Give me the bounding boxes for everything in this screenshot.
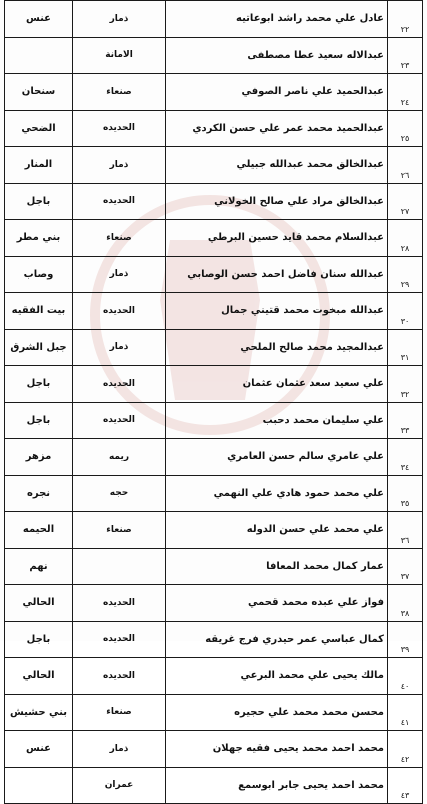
district: مزهر [5,439,73,476]
district: جبل الشرق [5,329,73,366]
row-number: ٢٤ [388,74,423,111]
row-number: ٣٦ [388,512,423,549]
row-number: ٢٢ [388,1,423,38]
full-name: محمد احمد محمد يحيى فقيه جهلان [166,731,388,768]
district: نهم [5,548,73,585]
governorate: الحديده [73,402,166,439]
table-row [5,220,423,257]
governorate: الحديده [73,293,166,330]
row-number: ٢٩ [388,256,423,293]
full-name: عبدالسلام محمد قايد حسين البرطي [166,220,388,257]
row-number: ٣٧ [388,548,423,585]
table-row [5,74,423,111]
full-name: عبدالخالق محمد عبدالله جبيلي [166,147,388,184]
table-row [5,512,423,549]
table-row [5,329,423,366]
governorate: صنعاء [73,74,166,111]
full-name: عبدالله مبخوت محمد قتيني جمال [166,293,388,330]
governorate: ذمار [73,731,166,768]
row-number: ٣٥ [388,475,423,512]
row-number: ٢٦ [388,147,423,184]
district: بيت الفقيه [5,293,73,330]
full-name: علي محمد حمود هادي علي النهمي [166,475,388,512]
full-name: عبدالحميد محمد عمر علي حسن الكردي [166,110,388,147]
full-name: علي محمد علي حسن الدوله [166,512,388,549]
row-number: ٣٤ [388,439,423,476]
governorate: عمران [73,767,166,804]
governorate [73,548,166,585]
district: الحيمه [5,512,73,549]
prisoner-list-table [4,0,423,804]
row-number: ٣٩ [388,621,423,658]
full-name: عبدالله سنان فاضل احمد حسن الوصابي [166,256,388,293]
district: باجل [5,402,73,439]
governorate: الحديده [73,110,166,147]
row-number: ٤١ [388,694,423,731]
full-name: علي سليمان محمد دحبب [166,402,388,439]
governorate: الحديده [73,183,166,220]
full-name: كمال عباسي عمر حيدري فرج غريقه [166,621,388,658]
governorate: ذمار [73,329,166,366]
district: سنحان [5,74,73,111]
row-number: ٣٨ [388,585,423,622]
full-name: محمد احمد يحيى جابر ابوسمع [166,767,388,804]
row-number: ٣٣ [388,402,423,439]
full-name: عبدالمجيد محمد صالح الملحي [166,329,388,366]
row-number: ٢٧ [388,183,423,220]
district: المنار [5,147,73,184]
full-name: علي سعيد سعد عثمان عثمان [166,366,388,403]
table-row [5,402,423,439]
district: باجل [5,621,73,658]
district: عنس [5,1,73,38]
governorate: الحديده [73,621,166,658]
district [5,37,73,74]
full-name: علي عامري سالم حسن العامري [166,439,388,476]
governorate: الحديده [73,658,166,695]
governorate: الحديده [73,585,166,622]
table-row [5,183,423,220]
table-row [5,256,423,293]
governorate: ذمار [73,256,166,293]
governorate: ريمه [73,439,166,476]
district: وصاب [5,256,73,293]
table-row [5,694,423,731]
table-row [5,110,423,147]
district: عنس [5,731,73,768]
table-row [5,37,423,74]
governorate: صنعاء [73,512,166,549]
governorate: صنعاء [73,694,166,731]
district: بني حشيش [5,694,73,731]
district: الضحي [5,110,73,147]
table-row [5,147,423,184]
full-name: فواز علي عبده محمد قحمي [166,585,388,622]
district: الحالي [5,658,73,695]
governorate: حجه [73,475,166,512]
row-number: ٢٨ [388,220,423,257]
table-row [5,366,423,403]
full-name: مالك يحيى علي محمد البرعي [166,658,388,695]
district: الحالي [5,585,73,622]
district: نجره [5,475,73,512]
table-row [5,293,423,330]
governorate: ذمار [73,147,166,184]
table-row [5,585,423,622]
full-name: عبدالاله سعيد عطا مصطفى [166,37,388,74]
table-row [5,658,423,695]
district: باجل [5,183,73,220]
full-name: عمار كمال محمد المعافا [166,548,388,585]
governorate: ذمار [73,1,166,38]
row-number: ٢٣ [388,37,423,74]
table-row [5,1,423,38]
district: باجل [5,366,73,403]
row-number: ٣١ [388,329,423,366]
full-name: عبدالخالق مراد علي صالح الخولاني [166,183,388,220]
governorate: الامانة [73,37,166,74]
table-row [5,621,423,658]
row-number: ٤٠ [388,658,423,695]
governorate: الحديده [73,366,166,403]
district [5,767,73,804]
table-row [5,475,423,512]
table-row [5,548,423,585]
full-name: عادل علي محمد راشد ابوعاتيه [166,1,388,38]
governorate: صنعاء [73,220,166,257]
table-row [5,767,423,804]
row-number: ٢٥ [388,110,423,147]
row-number: ٤٢ [388,731,423,768]
full-name: عبدالحميد علي ناصر الصوفي [166,74,388,111]
row-number: ٣٢ [388,366,423,403]
district: بني مطر [5,220,73,257]
table-row [5,731,423,768]
row-number: ٣٠ [388,293,423,330]
full-name: محسن محمد محمد علي حجيره [166,694,388,731]
row-number: ٤٣ [388,767,423,804]
table-row [5,439,423,476]
